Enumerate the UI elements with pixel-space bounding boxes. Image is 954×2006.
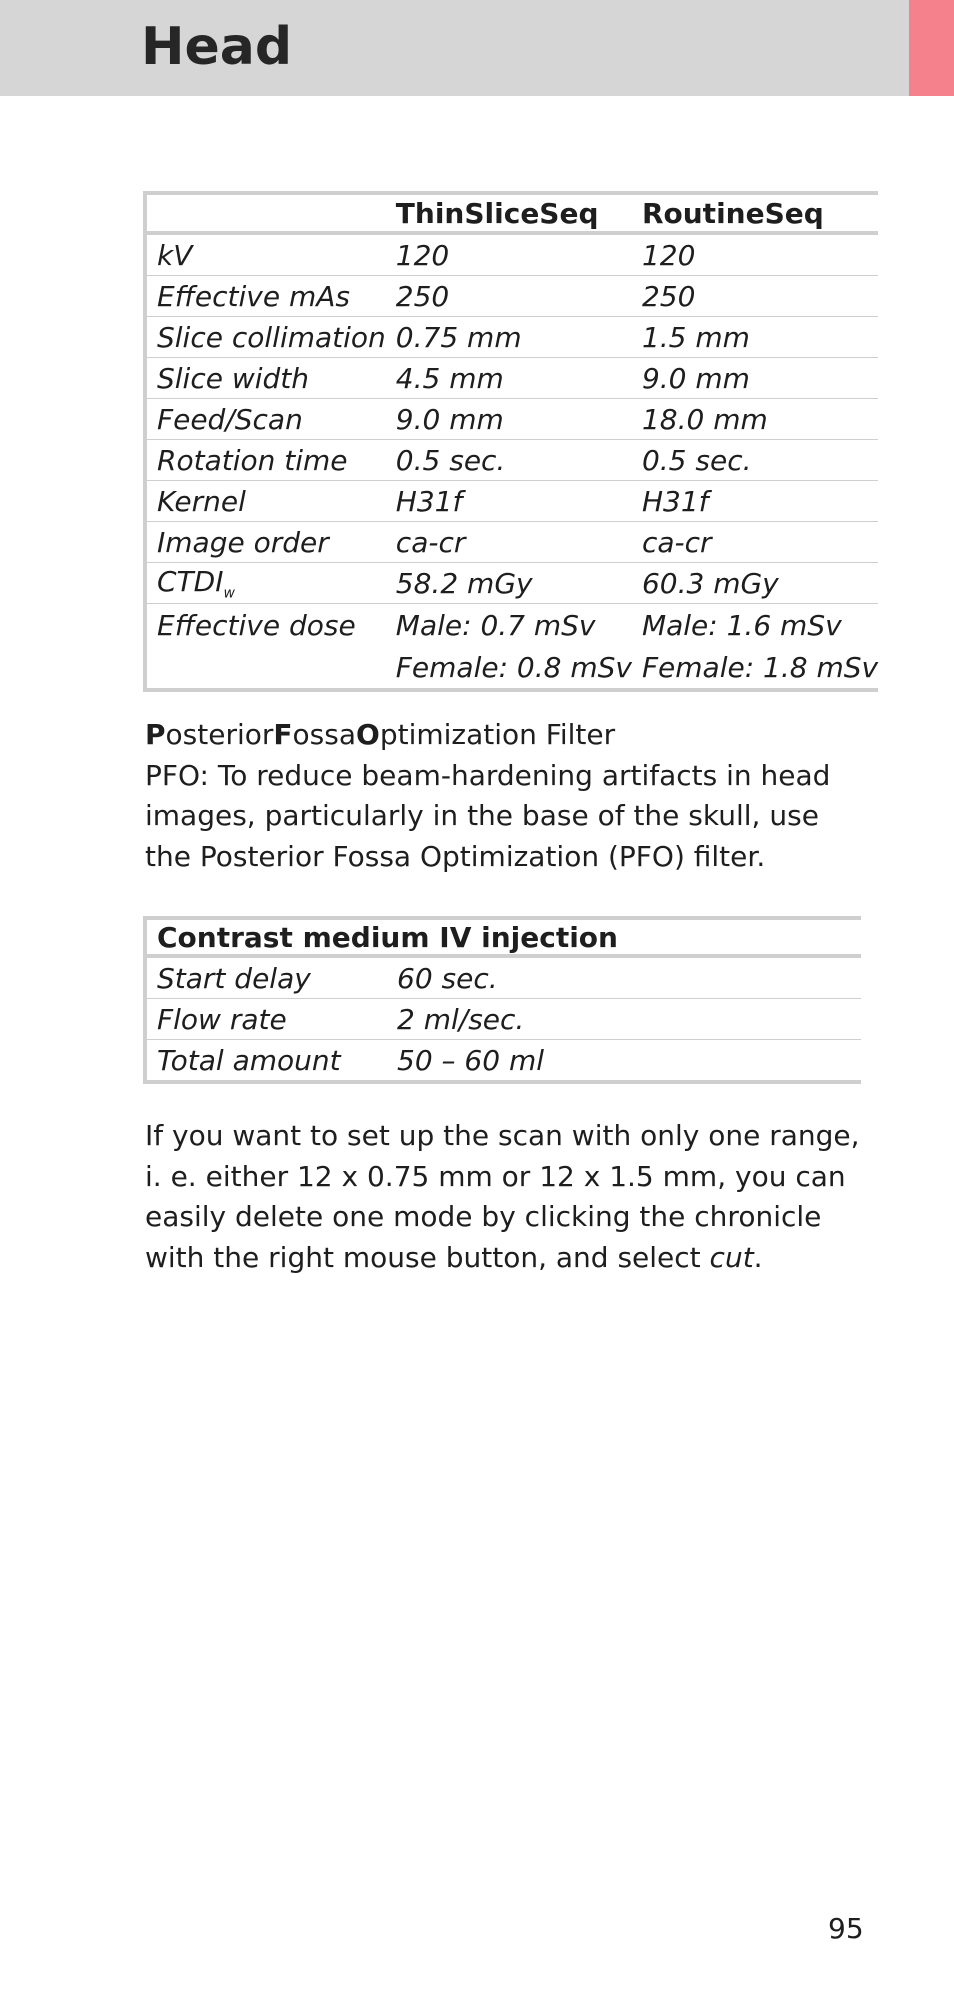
- param-label: Image order: [145, 522, 386, 563]
- single-range-note: [145, 1116, 865, 1278]
- param-value: 60 sec.: [387, 956, 861, 999]
- page-number: 95: [828, 1912, 864, 1945]
- param-value: 50 – 60 ml: [397, 1043, 545, 1077]
- thin-value: ca-cr: [386, 522, 632, 563]
- routine-dose-male: Male: 1.6 mSv: [641, 608, 842, 642]
- header-cell-empty: [145, 193, 386, 233]
- param-label: Feed/Scan: [145, 399, 386, 440]
- routine-value: 60.3 mGy: [632, 563, 878, 604]
- thin-value: 9.0 mm: [386, 399, 632, 440]
- pfo-initial-f: F: [273, 718, 293, 751]
- thin-dose-female: Female: 0.8 mSv: [395, 650, 632, 684]
- table-row: [145, 481, 878, 522]
- table-row: [145, 956, 861, 999]
- pfo-heading-part: ptimization Filter: [379, 718, 616, 751]
- contrast-table-title: Contrast medium IV injection: [145, 918, 861, 956]
- page-title: Head: [141, 17, 293, 77]
- param-label: kV: [145, 233, 386, 276]
- table-row: [145, 440, 878, 481]
- thin-value: 120: [386, 233, 632, 276]
- param-label: Slice width: [145, 358, 386, 399]
- pfo-heading: [145, 715, 865, 756]
- thin-value: 0.75 mm: [386, 317, 632, 358]
- header-thinsliceseq: ThinSliceSeq: [386, 193, 632, 233]
- ctdi-label: CTDI: [157, 564, 224, 598]
- table-header-row: [145, 193, 878, 233]
- pfo-initial-p: P: [145, 718, 166, 751]
- thin-value: 58.2 mGy: [386, 563, 632, 604]
- thin-value: H31f: [386, 481, 632, 522]
- pfo-body: PFO: To reduce beam-hardening artifacts in head images, particularly in the base of the skull, use the Posterior Fossa Optimization (PFO) filter.: [145, 758, 831, 873]
- table-row-dose-male: [145, 604, 878, 647]
- param-value: 2 ml/sec.: [387, 999, 861, 1040]
- note-end: .: [753, 1240, 763, 1274]
- table-header-row: [145, 918, 861, 956]
- table-row: [145, 358, 878, 399]
- param-label: Effective mAs: [145, 276, 386, 317]
- param-label: Total amount: [145, 1040, 387, 1083]
- routine-value: 120: [632, 233, 878, 276]
- param-label: Flow rate: [145, 999, 387, 1040]
- table-row: [145, 233, 878, 276]
- table-row: [145, 317, 878, 358]
- param-label-empty: [145, 646, 386, 690]
- pfo-heading-part: osterior: [165, 718, 274, 751]
- routine-value: 18.0 mm: [632, 399, 878, 440]
- table-row: [145, 522, 878, 563]
- routine-value: H31f: [632, 481, 878, 522]
- thin-dose-male: Male: 0.7 mSv: [395, 608, 596, 642]
- table-row: [145, 1040, 861, 1083]
- routine-dose-female: Female: 1.8 mSv: [641, 650, 879, 684]
- routine-value: 250: [632, 276, 878, 317]
- header-routineseq: RoutineSeq: [632, 193, 878, 233]
- contrast-injection-table: [143, 916, 861, 1084]
- routine-value: 0.5 sec.: [632, 440, 878, 481]
- scan-parameters-table: [143, 191, 878, 692]
- thin-value: 250: [386, 276, 632, 317]
- section-tab-marker: [909, 0, 954, 96]
- pfo-initial-o: O: [356, 718, 380, 751]
- pfo-heading-part: ossa: [292, 718, 356, 751]
- ctdi-subscript: w: [223, 585, 235, 602]
- note-text: If you want to set up the scan with only one range, i. e. either 12 x 0.75 mm or 12 x 1.5 mm, you can easily delete one mode by clicking the chronicle with the right mouse button, and select: [145, 1119, 860, 1274]
- table-row-ctdi: [145, 563, 878, 604]
- routine-value: 1.5 mm: [632, 317, 878, 358]
- param-label: Kernel: [145, 481, 386, 522]
- thin-value: 0.5 sec.: [386, 440, 632, 481]
- note-emphasis-cut: cut: [709, 1240, 754, 1274]
- table-row-dose-female: [145, 646, 878, 690]
- param-label-dose: Effective dose: [145, 604, 386, 647]
- routine-value: 9.0 mm: [632, 358, 878, 399]
- param-label: Slice collimation: [145, 317, 386, 358]
- table-row: [145, 276, 878, 317]
- table-row: [145, 999, 861, 1040]
- param-label: Start delay: [145, 956, 387, 999]
- table-row: [145, 399, 878, 440]
- routine-value: ca-cr: [632, 522, 878, 563]
- pfo-section: [145, 715, 865, 877]
- thin-value: 4.5 mm: [386, 358, 632, 399]
- page-header: [0, 0, 954, 96]
- param-label-ctdi: [145, 563, 386, 604]
- param-label: Rotation time: [145, 440, 386, 481]
